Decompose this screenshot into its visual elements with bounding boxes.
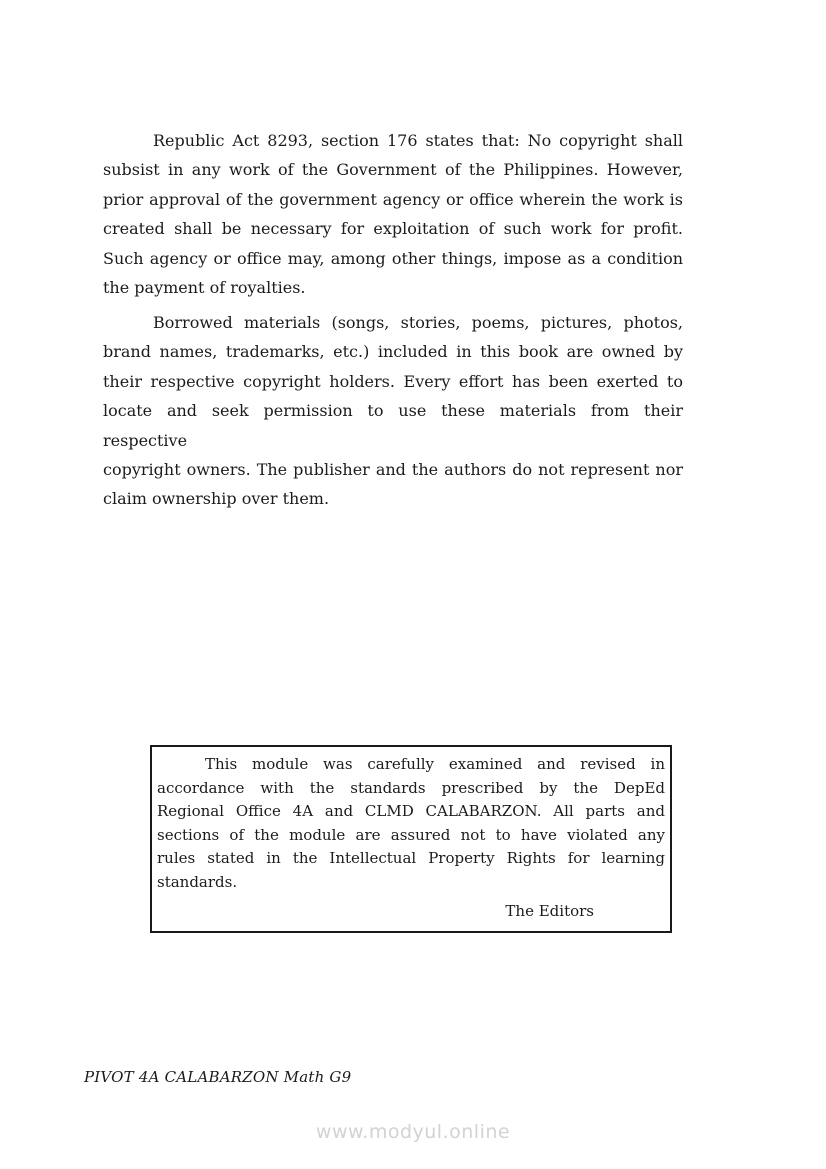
text-line: their respective copyright holders. Every effort has been exerted to <box>103 371 683 391</box>
text-line: Such agency or office may, among other things, impose as a condition <box>103 248 683 268</box>
text-line: the payment of royalties. <box>103 278 306 298</box>
text-line: claim ownership over them. <box>103 489 330 509</box>
notice-signature: The Editors <box>505 902 594 920</box>
text-line: sections of the module are assured not to have violated any <box>157 825 665 844</box>
text-line: created shall be necessary for exploitation of such work for profit. <box>103 219 683 239</box>
editors-notice-box <box>150 745 672 933</box>
text-line: locate and seek permission to use these materials from their respective <box>103 401 683 450</box>
text-line: subsist in any work of the Government of the Philippines. However, <box>103 160 683 180</box>
page-footer: PIVOT 4A CALABARZON Math G9 <box>84 1068 352 1086</box>
borrowed-materials-paragraph <box>103 308 683 514</box>
text-line: This module was carefully examined and revised in <box>205 755 665 773</box>
text-line: Borrowed materials (songs, stories, poems, pictures, photos, <box>153 313 683 332</box>
text-line: rules stated in the Intellectual Property Rights for learning <box>157 849 665 867</box>
text-line: brand names, trademarks, etc.) included in this book are owned by <box>103 342 683 362</box>
text-line: copyright owners. The publisher and the authors do not represent nor <box>103 460 683 480</box>
text-line: Republic Act 8293, section 176 states that: No copyright shall <box>153 131 683 150</box>
text-line: standards. <box>157 872 238 891</box>
text-line: accordance with the standards prescribed by the DepEd <box>157 778 665 797</box>
text-line: prior approval of the government agency or office wherein the work is <box>103 189 683 209</box>
copyright-paragraph <box>103 126 683 302</box>
notice-text <box>157 753 665 894</box>
watermark-text: www.modyul.online <box>315 1121 511 1143</box>
text-line: Regional Office 4A and CLMD CALABARZON. All parts and <box>157 802 665 820</box>
